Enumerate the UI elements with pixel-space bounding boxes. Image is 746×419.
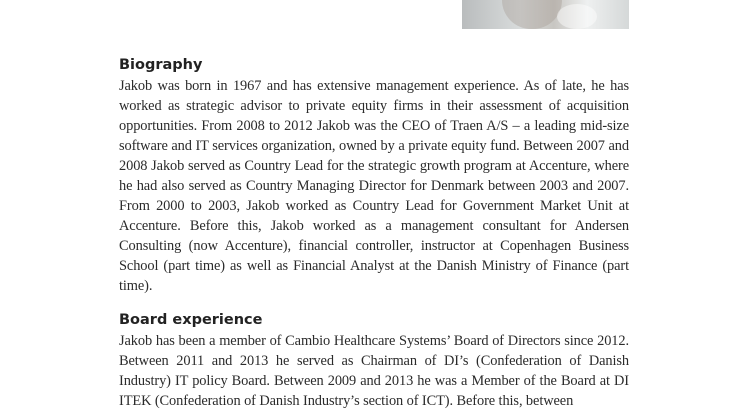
document-body	[119, 56, 629, 411]
biography-heading: Biography	[119, 57, 203, 73]
biography-text: Jakob was born in 1967 and has extensive management experience. As of late, he has worked as strategic advisor to private equity firms in their assessment of acquisition opportunities. From 2008 to 2012 Jakob was the CEO of Traen A/S – a leading mid-size software and IT services organization, owned by a private equity fund. Between 2007 and 2008 Jakob served as Country Lead for the strategic growth program at Accenture, where he had also served as Country Managing Director for Denmark between 2003 and 2007. From 2000 to 2003, Jakob worked as Country Lead for Government Market Unit at Accenture. Before this, Jakob worked as a management consultant for Andersen Consulting (now Accenture), financial controller, instructor at Copenhagen Business School (part time) as well as Financial Analyst at the Danish Ministry of Finance (part time).	[119, 78, 629, 294]
portrait-photo	[462, 0, 629, 29]
biography-section	[119, 56, 629, 296]
board-experience-text: Jakob has been a member of Cambio Healthcare Systems’ Board of Directors since 2012. Between 2011 and 2013 he served as Chairman of DI’s (Confederation of Danish Industry) IT policy Board. Between 2009 and 2013 he was a Member of the Board at DI ITEK (Confederation of Danish Industry’s section of ICT). Before this, between	[119, 333, 629, 409]
photo-highlight	[557, 4, 597, 29]
board-experience-heading: Board experience	[119, 312, 263, 328]
photo-shade	[502, 0, 562, 29]
board-experience-section	[119, 311, 629, 411]
